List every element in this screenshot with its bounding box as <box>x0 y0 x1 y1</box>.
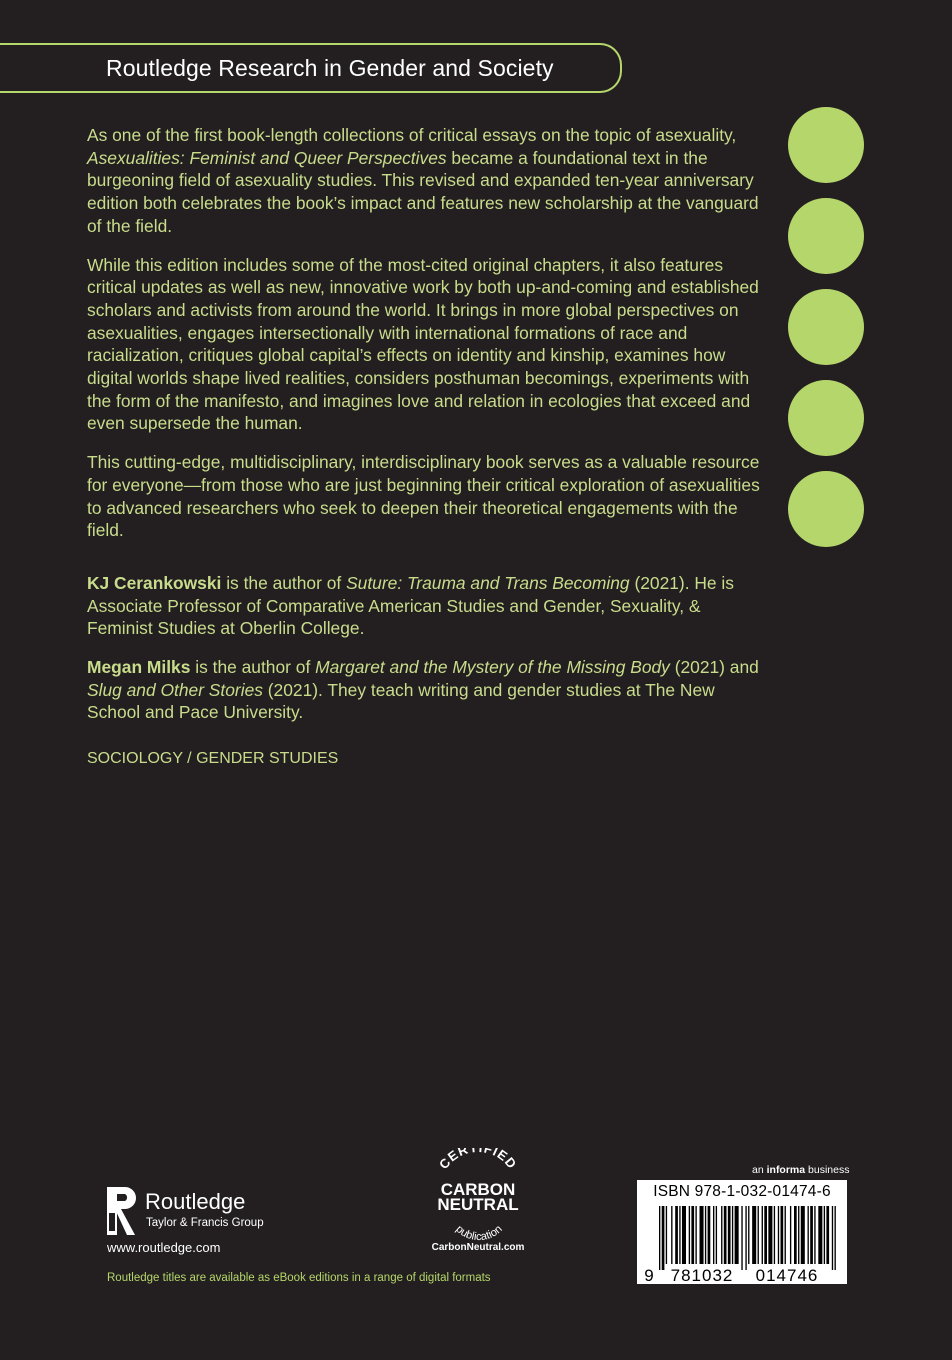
barcode-bar <box>801 1206 805 1264</box>
isbn-barcode <box>637 1180 847 1284</box>
text-run: is the author of <box>221 572 347 593</box>
text-run: (2021). He is Associate Professor of Comparative American Studies and Gender, Sexuality, & Feminist Studies at Oberlin College. <box>87 572 734 639</box>
book-title: Asexualities: Feminist and Queer Perspectives <box>87 147 447 168</box>
barcode-bar <box>705 1206 706 1264</box>
decorative-dot <box>788 198 864 274</box>
isbn-label: ISBN 978-1-032-01474-6 <box>653 1183 831 1200</box>
barcode-bar <box>758 1206 759 1264</box>
barcode-bar <box>671 1206 672 1264</box>
series-banner <box>0 43 622 93</box>
barcode-bar <box>810 1206 813 1264</box>
publisher-url[interactable]: www.routledge.com <box>107 1240 221 1255</box>
text-run: As one of the first book-length collections of critical essays on the topic of asexuality, <box>87 125 737 145</box>
barcode-digit-first: 9 <box>644 1266 654 1284</box>
barcode-bar <box>741 1206 742 1270</box>
barcode-bar <box>662 1206 665 1270</box>
decorative-dot <box>788 107 864 183</box>
barcode-bar <box>716 1206 717 1264</box>
text-run: (2021) and <box>669 657 759 678</box>
routledge-r-icon <box>107 1187 139 1235</box>
barcode-bar <box>794 1206 797 1264</box>
carbon-main-text-1: CARBON <box>440 1180 516 1199</box>
author-name: KJ Cerankowski <box>87 572 222 593</box>
barcode-bar <box>762 1206 763 1264</box>
barcode-bar <box>666 1206 667 1264</box>
author-bio-2 <box>87 656 767 724</box>
author-bio-1 <box>87 572 767 640</box>
barcode-bar <box>735 1206 739 1264</box>
barcode-bar <box>764 1206 767 1264</box>
barcode-bar <box>689 1206 690 1264</box>
carbon-neutral-badge-icon <box>418 1148 538 1243</box>
author-book-title: Margaret and the Mystery of the Missing Body <box>315 657 670 678</box>
back-cover-text <box>87 124 767 787</box>
subject-category: SOCIOLOGY / GENDER STUDIES <box>87 750 339 768</box>
svg-text:CERTIFIED <box>436 1148 520 1172</box>
decorative-dots <box>788 107 864 562</box>
barcode-bar <box>835 1206 836 1270</box>
barcode-bar <box>768 1206 772 1264</box>
barcode-bar <box>798 1206 799 1264</box>
text-run: became a foundational text in the burgeoning field of asexuality studies. This revised and expanded ten-year anniversary edition both celebrates the book’s impact and features new scholarship at the vanguard of the field. <box>87 147 759 236</box>
barcode-bar <box>679 1206 680 1264</box>
carbon-main-text-2: NEUTRAL <box>437 1195 519 1214</box>
barcode-bar <box>708 1206 711 1264</box>
description-paragraph-1 <box>87 124 767 238</box>
barcode-bar <box>826 1206 829 1264</box>
barcode-bar <box>700 1206 704 1264</box>
barcode-digits-right: 014746 <box>755 1266 819 1284</box>
barcode-bar <box>721 1206 722 1264</box>
barcode-bar <box>752 1206 756 1264</box>
informa-brand: informa <box>766 1164 806 1176</box>
barcode-icon <box>637 1204 847 1284</box>
barcode-bar <box>824 1206 825 1264</box>
publisher-name: Routledge <box>145 1189 246 1214</box>
barcode-bar <box>695 1206 696 1264</box>
author-name: Megan Milks <box>87 657 191 678</box>
text-run: is the author of <box>190 657 316 678</box>
decorative-dot <box>788 380 864 456</box>
barcode-bar <box>748 1206 749 1264</box>
barcode-bar <box>732 1206 733 1264</box>
carbon-neutral-logo <box>418 1148 538 1258</box>
barcode-bar <box>785 1206 786 1264</box>
barcode-bar <box>713 1206 714 1264</box>
carbon-top-text: CER FIED <box>435 1148 521 1172</box>
svg-text:publication <box>453 1223 504 1243</box>
decorative-dot <box>788 471 864 547</box>
barcode-bar <box>832 1206 833 1270</box>
ebook-note: Routledge titles are available as eBook editions in a range of digital formats <box>107 1272 491 1284</box>
barcode-bar <box>808 1206 809 1264</box>
barcode-bar <box>745 1206 746 1270</box>
carbon-url: CarbonNeutral.com <box>431 1242 525 1253</box>
informa-tagline <box>752 1164 849 1176</box>
text-run: (2021). They teach writing and gender studies at The New School and Pace University. <box>87 679 715 723</box>
barcode-bar <box>781 1206 784 1264</box>
description-paragraph-3: This cutting-edge, multidisciplinary, interdisciplinary book serves as a valuable resource for everyone—from those who are just beginning their critical exploration of asexualities to advanced researchers who seek to deepen their theoretical engagements with the field. <box>87 452 760 541</box>
text-run: an <box>752 1164 767 1176</box>
barcode-bar <box>778 1206 779 1264</box>
barcode-digits-left: 781032 <box>670 1266 734 1284</box>
barcode-bar <box>814 1206 815 1264</box>
barcode-bar <box>724 1206 727 1264</box>
text-run: business <box>805 1164 850 1176</box>
barcode-bar <box>682 1206 686 1264</box>
description-paragraph-2: While this edition includes some of the most-cited original chapters, it also features critical updates as well as new, innovative work by both up-and-coming and established scholars and activists from around the world. It brings in more global perspectives on asexualities, engages intersectionally with international formations of race and racialization, critiques global capital’s effects on identity and kinship, examines how digital worlds shape lived realities, considers posthuman becomings, experiments with the form of the manifesto, and imagines love and relation in ecologies that exceed and even supersede the human. <box>87 254 759 434</box>
author-book-title: Slug and Other Stories <box>87 679 263 700</box>
barcode-bar <box>691 1206 694 1264</box>
decorative-dot <box>788 289 864 365</box>
barcode-bar <box>818 1206 822 1264</box>
barcode-bar <box>790 1206 791 1264</box>
barcode-bar <box>774 1206 775 1264</box>
barcode-bar <box>675 1206 678 1264</box>
carbon-bottom-text: publication <box>453 1223 505 1243</box>
publisher-group: Taylor & Francis Group <box>146 1217 264 1229</box>
barcode-bar <box>728 1206 731 1264</box>
barcode-bar <box>659 1206 660 1270</box>
series-title: Routledge Research in Gender and Society <box>106 55 554 81</box>
author-book-title: Suture: Trauma and Trans Becoming <box>346 572 630 593</box>
